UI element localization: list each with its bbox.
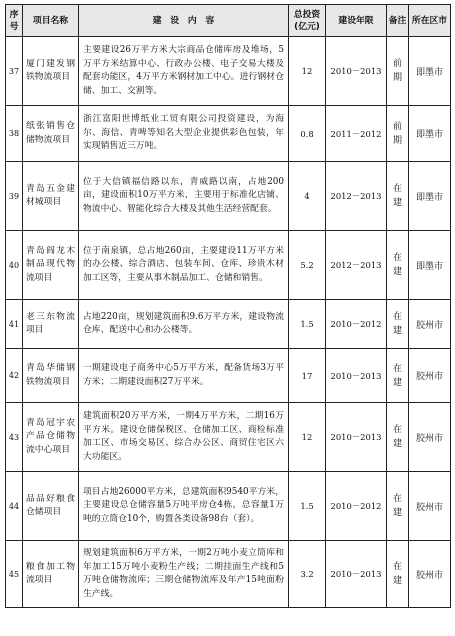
header-period: 建设年限 <box>326 5 387 37</box>
row-content: 位于大信镇福信路以东，青威路以南，占地200亩，建设面积10万平方米，主要用于标准化店铺、物流中心、智能化综合大楼及其他生活经营配套。 <box>79 162 289 231</box>
table-row <box>6 162 451 231</box>
table-row <box>6 300 451 349</box>
row-investment: 17 <box>289 349 326 403</box>
row-period: 2010－2012 <box>326 300 387 349</box>
table-row <box>6 541 451 608</box>
row-area: 胶州市 <box>409 300 451 349</box>
row-area: 即墨市 <box>409 162 451 231</box>
row-note: 前期 <box>387 106 409 162</box>
row-note: 在建 <box>387 231 409 300</box>
row-name: 青岛五金建材城项目 <box>23 162 79 231</box>
row-period: 2012－2013 <box>326 162 387 231</box>
row-no: 37 <box>6 37 23 106</box>
row-no: 44 <box>6 472 23 541</box>
row-investment: 3.2 <box>289 541 326 608</box>
row-no: 41 <box>6 300 23 349</box>
row-content: 项目占地26000平方米，总建筑面积9540平方米，主要建设总仓储容量5万吨平房仓4栋，总容量1万吨的立筒仓10个，购置各类设备98台（套）。 <box>79 472 289 541</box>
header-name: 项目名称 <box>23 5 79 37</box>
project-table <box>5 4 451 608</box>
row-note: 在建 <box>387 472 409 541</box>
row-no: 45 <box>6 541 23 608</box>
row-investment: 4 <box>289 162 326 231</box>
row-name: 品品好粮食仓储项目 <box>23 472 79 541</box>
table-row <box>6 106 451 162</box>
row-period: 2010－2013 <box>326 37 387 106</box>
row-note: 在建 <box>387 349 409 403</box>
row-no: 43 <box>6 403 23 472</box>
row-note: 前期 <box>387 37 409 106</box>
row-name: 老三东物流项目 <box>23 300 79 349</box>
table-row <box>6 37 451 106</box>
row-name: 青岛华储钢铁物流项目 <box>23 349 79 403</box>
row-area: 即墨市 <box>409 106 451 162</box>
row-area: 胶州市 <box>409 541 451 608</box>
row-content: 一期建设电子商务中心5万平方米，配备货场3万平方米；二期建设面积27万平米。 <box>79 349 289 403</box>
header-investment: 总投资(亿元) <box>289 5 326 37</box>
row-period: 2011－2012 <box>326 106 387 162</box>
row-content: 建筑面积20万平方米，一期4万平方米，二期16万平方米。建设仓储保税区、仓储加工区、商检标准加工区、市场交易区、综合办公区、商贸住宅区六大功能区。 <box>79 403 289 472</box>
row-area: 胶州市 <box>409 403 451 472</box>
header-area: 所在区市 <box>409 5 451 37</box>
row-note: 在建 <box>387 541 409 608</box>
row-name: 青岛冠宇农产品仓储物流中心项目 <box>23 403 79 472</box>
row-investment: 12 <box>289 403 326 472</box>
table-row <box>6 472 451 541</box>
row-period: 2010－2013 <box>326 541 387 608</box>
table-row <box>6 403 451 472</box>
row-note: 在建 <box>387 403 409 472</box>
header-content: 建 设 内 容 <box>79 5 289 37</box>
row-no: 39 <box>6 162 23 231</box>
row-area: 胶州市 <box>409 472 451 541</box>
row-content: 规划建筑面积6万平方米，一期2万吨小麦立筒库和年加工15万吨小麦粉生产线；二期挂面生产线和5万吨仓储物流库；三期仓储物流库及年产15吨面粉生产线。 <box>79 541 289 608</box>
row-no: 38 <box>6 106 23 162</box>
row-investment: 0.8 <box>289 106 326 162</box>
header-row <box>6 5 451 37</box>
row-no: 42 <box>6 349 23 403</box>
row-investment: 12 <box>289 37 326 106</box>
table-row <box>6 231 451 300</box>
row-area: 即墨市 <box>409 37 451 106</box>
row-period: 2010－2013 <box>326 349 387 403</box>
row-name: 青岛阎龙木制品现代物流项目 <box>23 231 79 300</box>
row-name: 厦门建发钢铁物流项目 <box>23 37 79 106</box>
row-content: 占地220亩，规划建筑面积9.6万平方米，建设物流仓库、配送中心和办公楼等。 <box>79 300 289 349</box>
row-area: 胶州市 <box>409 349 451 403</box>
header-no: 序号 <box>6 5 23 37</box>
row-content: 主要建设26万平方米大宗商品仓储库房及堆场，5万平方米结算中心、行政办公楼、电子交易大楼及配套功能区，4万平方米钢材加工中心。进行钢材仓储、加工、交割等。 <box>79 37 289 106</box>
table-row <box>6 349 451 403</box>
row-area: 即墨市 <box>409 231 451 300</box>
row-period: 2010－2012 <box>326 472 387 541</box>
row-period: 2012－2013 <box>326 231 387 300</box>
row-investment: 1.5 <box>289 472 326 541</box>
row-note: 在建 <box>387 300 409 349</box>
row-no: 40 <box>6 231 23 300</box>
row-investment: 5.2 <box>289 231 326 300</box>
row-content: 浙江富阳世博纸业工贸有限公司投资建设，为海尔、海信、青啤等知名大型企业提供彩色包装，年实现销售近三万吨。 <box>79 106 289 162</box>
row-period: 2010－2013 <box>326 403 387 472</box>
row-name: 粮食加工物流项目 <box>23 541 79 608</box>
row-content: 位于南泉镇，总占地260亩，主要建设11万平方米的办公楼、综合酒店、包装车间、仓库、珍贵木材加工区等，主要从事木制品加工、仓储和销售。 <box>79 231 289 300</box>
row-note: 在建 <box>387 162 409 231</box>
row-name: 纸张销售仓储物流项目 <box>23 106 79 162</box>
row-investment: 1.5 <box>289 300 326 349</box>
header-note: 备注 <box>387 5 409 37</box>
